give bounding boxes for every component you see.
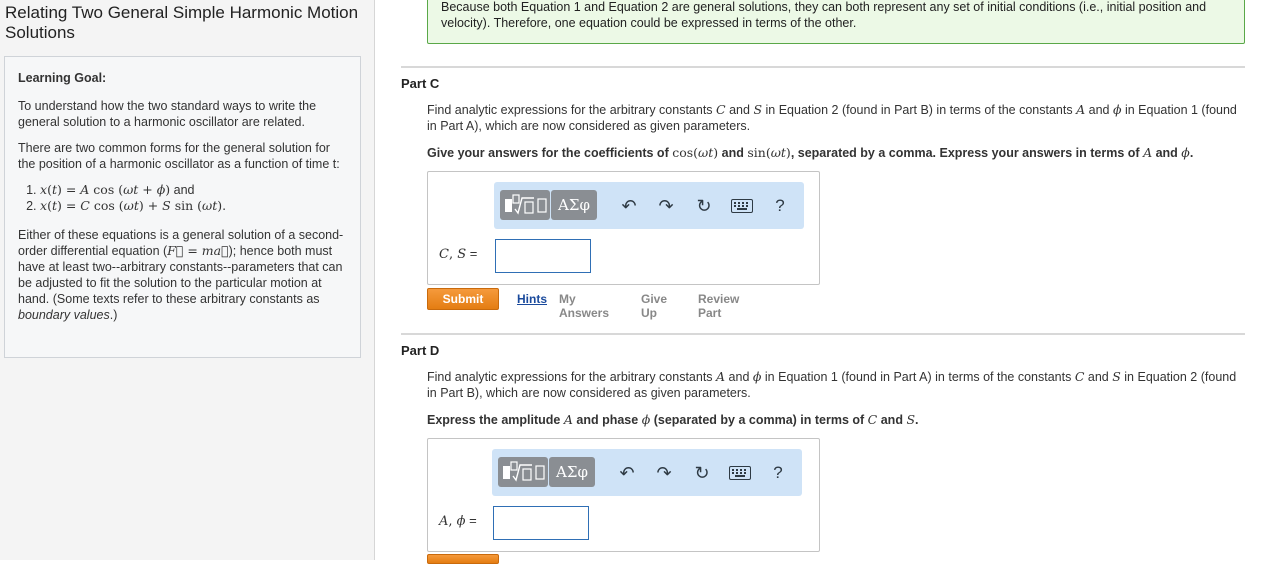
templates-icon[interactable]	[498, 457, 548, 487]
help-icon[interactable]: ?	[773, 463, 783, 482]
divider	[401, 333, 1245, 335]
sidebar	[0, 0, 375, 560]
part-c-answer-label: C, S =	[439, 246, 478, 262]
learning-goal-text: To understand how the two standard ways to write the general solution to a harmonic oscillator are related.	[18, 99, 317, 129]
math-toolbar	[492, 449, 802, 496]
feedback-box: Because both Equation 1 and Equation 2 are general solutions, they can both represent any set of initial conditions (i.e., initial position and velocity). Therefore, one equation could be expressed in terms of the other.	[427, 0, 1245, 44]
part-c-instructions: Give your answers for the coefficients of cos(ωt) and sin(ωt), separated by a comma. Express your answers in terms of A and ϕ.	[427, 145, 1194, 160]
keyboard-icon[interactable]	[730, 194, 754, 218]
learning-goal-box	[4, 56, 361, 358]
page-title: Relating Two General Simple Harmonic Motion Solutions	[5, 3, 359, 42]
learning-goal-heading: Learning Goal:	[18, 71, 107, 85]
forms-intro: There are two common forms for the general solution for the position of a harmonic oscillator as a function of time t:	[18, 141, 340, 171]
part-d-answer-input[interactable]	[493, 506, 589, 540]
part-d-question: Find analytic expressions for the arbitrary constants A and ϕ in Equation 1 (found in Part A) in terms of the constants C and S in Equation 2 (found in Part B), which are now considered as given parameters.	[427, 369, 1237, 400]
either-paragraph: Either of these equations is a general solution of a second-order differential equation (F⃗ = ma⃗); hence both must have at least two--arbitrary constants--parameters that can be adjusted to fit the solution to the particular motion at hand. (Some texts refer to these arbitrary constants as boundary values.)	[18, 228, 344, 322]
redo-icon[interactable]: ↷	[656, 463, 672, 483]
reset-icon[interactable]: ↻	[696, 196, 712, 216]
keyboard-icon[interactable]	[728, 461, 752, 485]
math-toolbar	[494, 182, 804, 229]
undo-icon[interactable]: ↶	[621, 196, 637, 216]
submit-button[interactable]: Submit	[427, 288, 499, 310]
equation-2: 2. x(t) = C cos (ωt) + S sin (ωt).	[40, 198, 347, 214]
help-icon[interactable]: ?	[775, 196, 785, 215]
part-d-title: Part D	[401, 343, 440, 358]
my-answers-link[interactable]: My Answers	[559, 292, 610, 320]
main-content	[375, 0, 1271, 560]
submit-button[interactable]	[427, 554, 499, 564]
reset-icon[interactable]: ↻	[694, 463, 710, 483]
part-d-instructions: Express the amplitude A and phase ϕ (separated by a comma) in terms of C and S.	[427, 412, 919, 427]
greek-letters-icon[interactable]: ΑΣφ	[549, 457, 595, 487]
part-c-answer-box	[427, 171, 820, 285]
give-up-link[interactable]: Give Up	[641, 292, 668, 320]
templates-icon[interactable]	[500, 190, 550, 220]
review-part-link[interactable]: Review Part	[698, 292, 740, 320]
part-d-answer-box	[427, 438, 820, 552]
undo-icon[interactable]: ↶	[619, 463, 635, 483]
part-c-title: Part C	[401, 76, 440, 91]
equations-list	[18, 182, 347, 214]
part-d-answer-label: A, ϕ =	[439, 513, 477, 529]
redo-icon[interactable]: ↷	[658, 196, 674, 216]
part-c-question: Find analytic expressions for the arbitrary constants C and S in Equation 2 (found in Part B) in terms of the constants A and ϕ in Equation 1 (found in Part A), which are now considered as given parameters.	[427, 102, 1237, 133]
part-c-answer-input[interactable]	[495, 239, 591, 273]
equation-1: 1. x(t) = A cos (ωt + ϕ) and	[40, 182, 347, 198]
divider	[401, 66, 1245, 68]
hints-link[interactable]: Hints	[517, 292, 547, 306]
greek-letters-icon[interactable]: ΑΣφ	[551, 190, 597, 220]
